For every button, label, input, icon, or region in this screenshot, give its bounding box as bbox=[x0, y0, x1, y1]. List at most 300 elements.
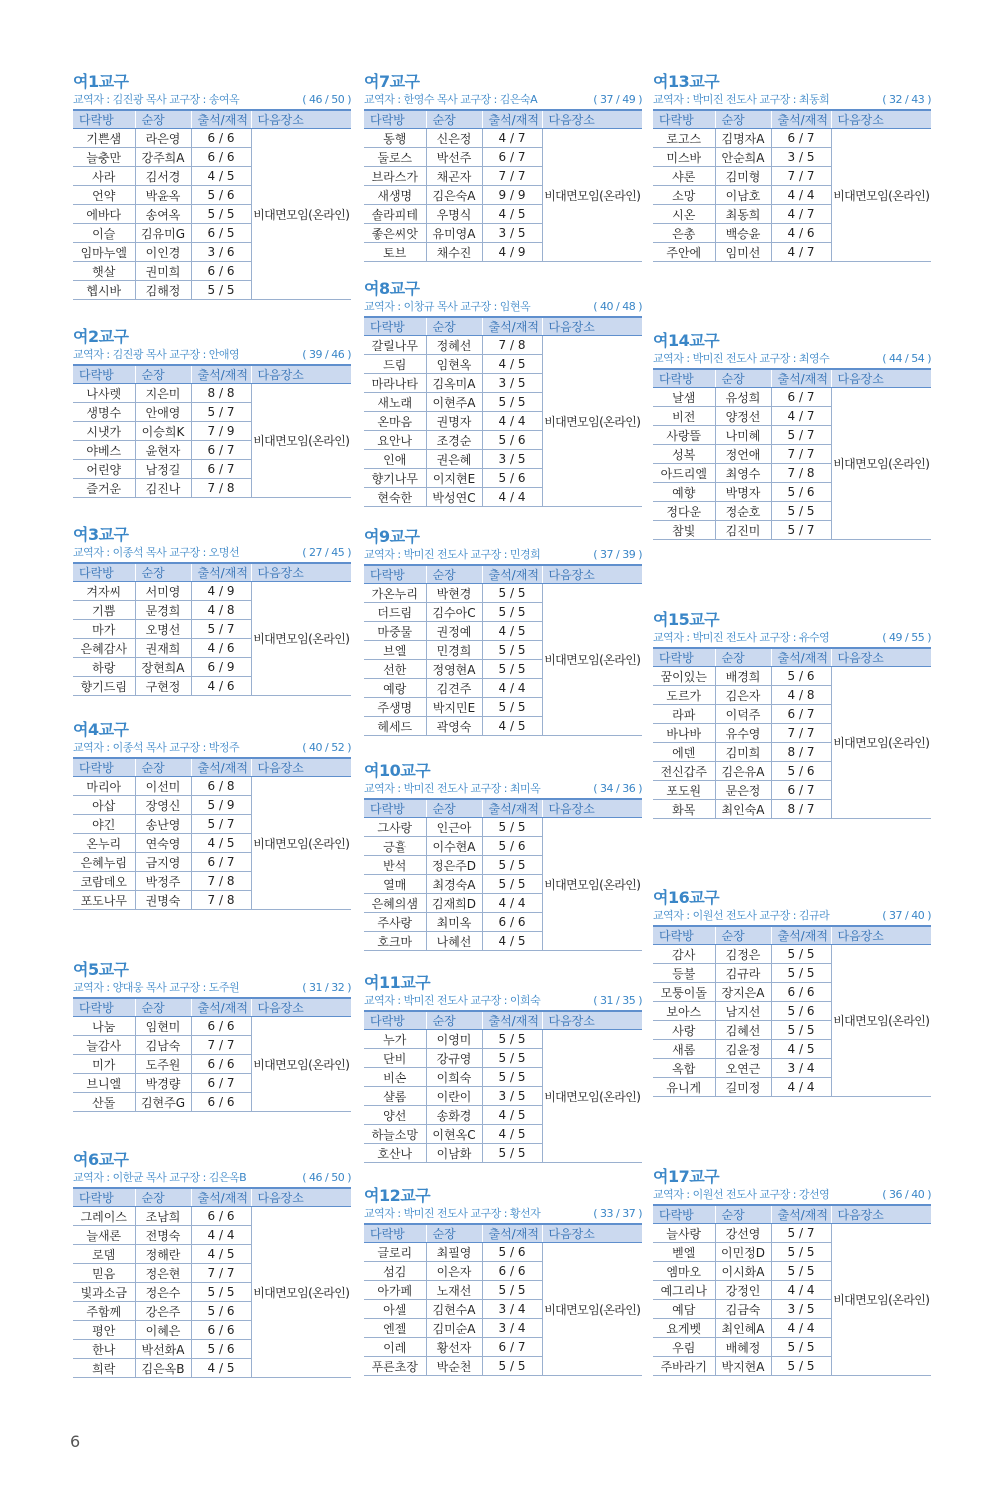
leader-name: 서미영 bbox=[135, 582, 191, 601]
leader-name: 김진나 bbox=[135, 479, 191, 498]
district-table bbox=[73, 997, 351, 1112]
district-attendance-total: ( 39 / 46 ) bbox=[302, 348, 351, 361]
room-name: 마가 bbox=[73, 620, 135, 639]
leader-name: 박윤옥 bbox=[135, 186, 191, 205]
room-name: 라파 bbox=[653, 705, 715, 724]
leader-name: 이덕주 bbox=[715, 705, 771, 724]
room-name: 엔젤 bbox=[364, 1319, 426, 1338]
table-row bbox=[73, 582, 351, 601]
room-name: 정다운 bbox=[653, 502, 715, 521]
attendance: 4 / 5 bbox=[482, 205, 542, 224]
attendance: 4 / 5 bbox=[771, 1040, 831, 1059]
leader-name: 송여옥 bbox=[135, 205, 191, 224]
col-attendance: 출석/재적 bbox=[191, 1188, 251, 1207]
district-title: 여12교구 bbox=[364, 1186, 431, 1205]
leader-name: 신은정 bbox=[426, 129, 482, 148]
leader-name: 남정길 bbox=[135, 460, 191, 479]
district-title: 여4교구 bbox=[73, 720, 129, 739]
room-name: 호산나 bbox=[364, 1144, 426, 1163]
leader-name: 정순호 bbox=[715, 502, 771, 521]
district-block bbox=[73, 72, 351, 300]
district-block bbox=[73, 720, 351, 910]
room-name: 산돌 bbox=[73, 1093, 135, 1112]
table-row bbox=[73, 384, 351, 403]
attendance: 7 / 8 bbox=[191, 872, 251, 891]
attendance: 5 / 6 bbox=[482, 837, 542, 856]
room-name: 브엘 bbox=[364, 641, 426, 660]
attendance: 5 / 5 bbox=[482, 875, 542, 894]
leader-name: 정해란 bbox=[135, 1245, 191, 1264]
district-block bbox=[364, 1186, 642, 1376]
col-leader: 순장 bbox=[426, 565, 482, 584]
room-name: 옥합 bbox=[653, 1059, 715, 1078]
attendance: 5 / 7 bbox=[191, 620, 251, 639]
room-name: 샬롬 bbox=[364, 1087, 426, 1106]
attendance: 4 / 7 bbox=[771, 407, 831, 426]
district-attendance-total: ( 27 / 45 ) bbox=[302, 546, 351, 559]
room-name: 미스바 bbox=[653, 148, 715, 167]
leader-name: 정은주D bbox=[426, 856, 482, 875]
district-info bbox=[73, 740, 351, 757]
room-name: 주바라기 bbox=[653, 1357, 715, 1376]
leader-name: 김혜선 bbox=[715, 1021, 771, 1040]
leader-name: 김윤정 bbox=[715, 1040, 771, 1059]
room-name: 미가 bbox=[73, 1055, 135, 1074]
attendance: 6 / 7 bbox=[191, 460, 251, 479]
attendance: 3 / 4 bbox=[771, 1059, 831, 1078]
table-row bbox=[364, 818, 642, 837]
leader-name: 황선자 bbox=[426, 1338, 482, 1357]
room-name: 바나바 bbox=[653, 724, 715, 743]
district-info bbox=[653, 630, 931, 647]
col-room: 다락방 bbox=[73, 563, 135, 582]
leader-name: 전명숙 bbox=[135, 1226, 191, 1245]
next-place: 비대면모임(온라인) bbox=[542, 1243, 642, 1376]
leader-name: 최동희 bbox=[715, 205, 771, 224]
attendance: 4 / 5 bbox=[482, 932, 542, 951]
table-row bbox=[364, 336, 642, 355]
leader-name: 김견주 bbox=[426, 679, 482, 698]
district-table bbox=[653, 647, 931, 819]
room-name: 이레 bbox=[364, 1338, 426, 1357]
attendance: 5 / 6 bbox=[191, 1340, 251, 1359]
leader-name: 박경량 bbox=[135, 1074, 191, 1093]
attendance: 5 / 5 bbox=[191, 205, 251, 224]
room-name: 엠마오 bbox=[653, 1262, 715, 1281]
room-name: 주사랑 bbox=[364, 913, 426, 932]
leader-name: 김규라 bbox=[715, 964, 771, 983]
col-leader: 순장 bbox=[426, 1011, 482, 1030]
table-row bbox=[653, 945, 931, 964]
col-leader: 순장 bbox=[426, 317, 482, 336]
col-room: 다락방 bbox=[653, 648, 715, 667]
room-name: 그사랑 bbox=[364, 818, 426, 837]
col-attendance: 출석/재적 bbox=[482, 110, 542, 129]
district-attendance-total: ( 46 / 50 ) bbox=[302, 1171, 351, 1184]
district-info bbox=[73, 92, 351, 109]
col-attendance: 출석/재적 bbox=[771, 648, 831, 667]
col-leader: 순장 bbox=[715, 648, 771, 667]
district-block bbox=[364, 973, 642, 1163]
attendance: 4 / 4 bbox=[482, 894, 542, 913]
leader-name: 김은자 bbox=[715, 686, 771, 705]
room-name: 비전 bbox=[653, 407, 715, 426]
next-place: 비대면모임(온라인) bbox=[251, 1207, 351, 1378]
district-staff: 교역자 : 한영수 목사 교구장 : 김은숙A bbox=[364, 93, 538, 106]
leader-name: 김남숙 bbox=[135, 1036, 191, 1055]
col-next-place: 다음장소 bbox=[831, 926, 931, 945]
district-title: 여5교구 bbox=[73, 960, 129, 979]
room-name: 반석 bbox=[364, 856, 426, 875]
attendance: 5 / 7 bbox=[771, 1224, 831, 1243]
attendance: 4 / 8 bbox=[771, 686, 831, 705]
leader-name: 윤현자 bbox=[135, 441, 191, 460]
leader-name: 송난영 bbox=[135, 815, 191, 834]
col-next-place: 다음장소 bbox=[831, 110, 931, 129]
room-name: 생명수 bbox=[73, 403, 135, 422]
attendance: 4 / 6 bbox=[191, 639, 251, 658]
attendance: 6 / 5 bbox=[191, 224, 251, 243]
leader-name: 지은미 bbox=[135, 384, 191, 403]
col-attendance: 출석/재적 bbox=[771, 926, 831, 945]
leader-name: 이남호 bbox=[715, 186, 771, 205]
next-place: 비대면모임(온라인) bbox=[542, 818, 642, 951]
table-header bbox=[364, 317, 642, 336]
district-table bbox=[73, 109, 351, 300]
attendance: 8 / 7 bbox=[771, 743, 831, 762]
attendance: 5 / 5 bbox=[482, 393, 542, 412]
room-name: 햇살 bbox=[73, 262, 135, 281]
room-name: 믿음 bbox=[73, 1264, 135, 1283]
attendance: 4 / 5 bbox=[191, 1245, 251, 1264]
room-name: 드림 bbox=[364, 355, 426, 374]
district-attendance-total: ( 49 / 55 ) bbox=[882, 631, 931, 644]
district-table bbox=[364, 1223, 642, 1376]
leader-name: 안애영 bbox=[135, 403, 191, 422]
room-name: 평안 bbox=[73, 1321, 135, 1340]
room-name: 온마음 bbox=[364, 412, 426, 431]
district-title: 여8교구 bbox=[364, 279, 420, 298]
col-leader: 순장 bbox=[135, 758, 191, 777]
attendance: 5 / 5 bbox=[482, 856, 542, 875]
district-attendance-total: ( 37 / 49 ) bbox=[593, 93, 642, 106]
room-name: 전신갑주 bbox=[653, 762, 715, 781]
col-next-place: 다음장소 bbox=[542, 565, 642, 584]
leader-name: 문은정 bbox=[715, 781, 771, 800]
district-title: 여3교구 bbox=[73, 525, 129, 544]
col-room: 다락방 bbox=[653, 369, 715, 388]
leader-name: 김옥미A bbox=[426, 374, 482, 393]
room-name: 꿈이있는 bbox=[653, 667, 715, 686]
attendance: 5 / 5 bbox=[482, 818, 542, 837]
leader-name: 이지현E bbox=[426, 469, 482, 488]
col-attendance: 출석/재적 bbox=[482, 1224, 542, 1243]
leader-name: 정은현 bbox=[135, 1264, 191, 1283]
room-name: 동행 bbox=[364, 129, 426, 148]
attendance: 3 / 4 bbox=[482, 1300, 542, 1319]
attendance: 5 / 5 bbox=[482, 660, 542, 679]
table-header bbox=[73, 998, 351, 1017]
attendance: 3 / 5 bbox=[482, 224, 542, 243]
leader-name: 채수진 bbox=[426, 243, 482, 262]
attendance: 4 / 5 bbox=[191, 167, 251, 186]
attendance: 7 / 7 bbox=[771, 445, 831, 464]
leader-name: 유성희 bbox=[715, 388, 771, 407]
leader-name: 박현경 bbox=[426, 584, 482, 603]
room-name: 성복 bbox=[653, 445, 715, 464]
district-info bbox=[364, 92, 642, 109]
room-name: 아삽 bbox=[73, 796, 135, 815]
room-name: 우림 bbox=[653, 1338, 715, 1357]
leader-name: 남지선 bbox=[715, 1002, 771, 1021]
room-name: 양선 bbox=[364, 1106, 426, 1125]
district-title: 여16교구 bbox=[653, 888, 720, 907]
room-name: 요안나 bbox=[364, 431, 426, 450]
attendance: 3 / 5 bbox=[771, 148, 831, 167]
attendance: 8 / 7 bbox=[771, 800, 831, 819]
col-room: 다락방 bbox=[364, 317, 426, 336]
attendance: 4 / 7 bbox=[771, 205, 831, 224]
room-name: 야긴 bbox=[73, 815, 135, 834]
room-name: 갈릴나무 bbox=[364, 336, 426, 355]
room-name: 솔라피테 bbox=[364, 205, 426, 224]
room-name: 한나 bbox=[73, 1340, 135, 1359]
room-name: 즐거운 bbox=[73, 479, 135, 498]
next-place: 비대면모임(온라인) bbox=[831, 945, 931, 1097]
room-name: 은혜의샘 bbox=[364, 894, 426, 913]
district-staff: 교역자 : 이한균 목사 교구장 : 김은옥B bbox=[73, 1171, 247, 1184]
leader-name: 배경희 bbox=[715, 667, 771, 686]
room-name: 아셀 bbox=[364, 1300, 426, 1319]
attendance: 5 / 9 bbox=[191, 796, 251, 815]
room-name: 글로리 bbox=[364, 1243, 426, 1262]
attendance: 5 / 6 bbox=[771, 762, 831, 781]
attendance: 6 / 6 bbox=[191, 129, 251, 148]
district-staff: 교역자 : 박미진 전도사 교구장 : 민경희 bbox=[364, 548, 541, 561]
col-leader: 순장 bbox=[715, 1205, 771, 1224]
next-place: 비대면모임(온라인) bbox=[831, 1224, 931, 1376]
attendance: 7 / 8 bbox=[191, 891, 251, 910]
attendance: 6 / 7 bbox=[771, 388, 831, 407]
attendance: 4 / 4 bbox=[482, 412, 542, 431]
next-place: 비대면모임(온라인) bbox=[251, 384, 351, 498]
district-attendance-total: ( 40 / 52 ) bbox=[302, 741, 351, 754]
attendance: 4 / 6 bbox=[771, 224, 831, 243]
district-staff: 교역자 : 박미진 전도사 교구장 : 최동희 bbox=[653, 93, 830, 106]
leader-name: 이영미 bbox=[426, 1030, 482, 1049]
col-leader: 순장 bbox=[426, 110, 482, 129]
leader-name: 김은숙A bbox=[426, 186, 482, 205]
leader-name: 양정선 bbox=[715, 407, 771, 426]
col-next-place: 다음장소 bbox=[542, 110, 642, 129]
col-leader: 순장 bbox=[715, 110, 771, 129]
district-table bbox=[73, 757, 351, 910]
col-room: 다락방 bbox=[73, 998, 135, 1017]
leader-name: 권명숙 bbox=[135, 891, 191, 910]
table-row bbox=[73, 1017, 351, 1036]
district-info bbox=[364, 1206, 642, 1223]
attendance: 5 / 6 bbox=[191, 1302, 251, 1321]
room-name: 은혜감사 bbox=[73, 639, 135, 658]
room-name: 예랑 bbox=[364, 679, 426, 698]
attendance: 5 / 6 bbox=[771, 1002, 831, 1021]
attendance: 6 / 6 bbox=[191, 1321, 251, 1340]
district-title: 여13교구 bbox=[653, 72, 720, 91]
col-room: 다락방 bbox=[364, 799, 426, 818]
attendance: 7 / 8 bbox=[771, 464, 831, 483]
attendance: 5 / 5 bbox=[482, 1144, 542, 1163]
district-attendance-total: ( 34 / 36 ) bbox=[593, 782, 642, 795]
leader-name: 박명자 bbox=[715, 483, 771, 502]
attendance: 5 / 5 bbox=[482, 1281, 542, 1300]
district-block bbox=[364, 279, 642, 507]
room-name: 기쁨 bbox=[73, 601, 135, 620]
leader-name: 이선미 bbox=[135, 777, 191, 796]
table-header bbox=[364, 799, 642, 818]
col-room: 다락방 bbox=[73, 365, 135, 384]
col-next-place: 다음장소 bbox=[831, 648, 931, 667]
col-room: 다락방 bbox=[364, 565, 426, 584]
leader-name: 송화경 bbox=[426, 1106, 482, 1125]
district-title: 여10교구 bbox=[364, 761, 431, 780]
leader-name: 이인경 bbox=[135, 243, 191, 262]
col-attendance: 출석/재적 bbox=[191, 110, 251, 129]
attendance: 5 / 5 bbox=[482, 698, 542, 717]
district-staff: 교역자 : 이종석 목사 교구장 : 오명선 bbox=[73, 546, 240, 559]
room-name: 포도원 bbox=[653, 781, 715, 800]
leader-name: 박지민E bbox=[426, 698, 482, 717]
district-block bbox=[653, 72, 931, 262]
room-name: 참빛 bbox=[653, 521, 715, 540]
leader-name: 강은주 bbox=[135, 1302, 191, 1321]
room-name: 나눔 bbox=[73, 1017, 135, 1036]
room-name: 감사 bbox=[653, 945, 715, 964]
next-place: 비대면모임(온라인) bbox=[831, 129, 931, 262]
room-name: 요게벳 bbox=[653, 1319, 715, 1338]
attendance: 7 / 7 bbox=[771, 167, 831, 186]
attendance: 6 / 6 bbox=[191, 1207, 251, 1226]
attendance: 5 / 5 bbox=[482, 603, 542, 622]
attendance: 5 / 5 bbox=[191, 281, 251, 300]
leader-name: 정영현A bbox=[426, 660, 482, 679]
attendance: 6 / 8 bbox=[191, 777, 251, 796]
leader-name: 김재희D bbox=[426, 894, 482, 913]
room-name: 주생명 bbox=[364, 698, 426, 717]
room-name: 긍휼 bbox=[364, 837, 426, 856]
leader-name: 김서경 bbox=[135, 167, 191, 186]
leader-name: 김명자A bbox=[715, 129, 771, 148]
district-table bbox=[653, 368, 931, 540]
district-title: 여1교구 bbox=[73, 72, 129, 91]
leader-name: 김미희 bbox=[715, 743, 771, 762]
leader-name: 권은혜 bbox=[426, 450, 482, 469]
district-staff: 교역자 : 이종석 목사 교구장 : 박정주 bbox=[73, 741, 240, 754]
leader-name: 최인숙A bbox=[715, 800, 771, 819]
attendance: 5 / 6 bbox=[191, 186, 251, 205]
attendance: 4 / 4 bbox=[191, 1226, 251, 1245]
col-next-place: 다음장소 bbox=[542, 317, 642, 336]
room-name: 벧엘 bbox=[653, 1243, 715, 1262]
room-name: 코람데오 bbox=[73, 872, 135, 891]
room-name: 은총 bbox=[653, 224, 715, 243]
leader-name: 박순천 bbox=[426, 1357, 482, 1376]
col-leader: 순장 bbox=[426, 799, 482, 818]
district-attendance-total: ( 31 / 32 ) bbox=[302, 981, 351, 994]
leader-name: 배혜정 bbox=[715, 1338, 771, 1357]
attendance: 5 / 5 bbox=[771, 1357, 831, 1376]
leader-name: 박성연C bbox=[426, 488, 482, 507]
table-header bbox=[73, 1188, 351, 1207]
district-table bbox=[364, 316, 642, 507]
room-name: 하늘소망 bbox=[364, 1125, 426, 1144]
attendance: 5 / 7 bbox=[191, 815, 251, 834]
room-name: 어린양 bbox=[73, 460, 135, 479]
leader-name: 조남희 bbox=[135, 1207, 191, 1226]
room-name: 은혜누림 bbox=[73, 853, 135, 872]
attendance: 4 / 4 bbox=[771, 1281, 831, 1300]
district-staff: 교역자 : 박미진 전도사 교구장 : 유수영 bbox=[653, 631, 830, 644]
room-name: 가온누리 bbox=[364, 584, 426, 603]
room-name: 유니게 bbox=[653, 1078, 715, 1097]
room-name: 빛과소금 bbox=[73, 1283, 135, 1302]
col-attendance: 출석/재적 bbox=[191, 998, 251, 1017]
room-name: 마리아 bbox=[73, 777, 135, 796]
table-row bbox=[364, 584, 642, 603]
leader-name: 우명식 bbox=[426, 205, 482, 224]
attendance: 4 / 4 bbox=[771, 1319, 831, 1338]
room-name: 헵시바 bbox=[73, 281, 135, 300]
table-header bbox=[364, 565, 642, 584]
room-name: 예담 bbox=[653, 1300, 715, 1319]
table-row bbox=[653, 667, 931, 686]
district-info bbox=[653, 1187, 931, 1204]
next-place: 비대면모임(온라인) bbox=[542, 336, 642, 507]
attendance: 5 / 6 bbox=[482, 1243, 542, 1262]
leader-name: 권재희 bbox=[135, 639, 191, 658]
attendance: 6 / 7 bbox=[191, 853, 251, 872]
leader-name: 김은유A bbox=[715, 762, 771, 781]
room-name: 좋은씨앗 bbox=[364, 224, 426, 243]
room-name: 늘사랑 bbox=[653, 1224, 715, 1243]
col-attendance: 출석/재적 bbox=[482, 1011, 542, 1030]
col-next-place: 다음장소 bbox=[251, 1188, 351, 1207]
leader-name: 금지영 bbox=[135, 853, 191, 872]
leader-name: 최필영 bbox=[426, 1243, 482, 1262]
attendance: 5 / 5 bbox=[771, 945, 831, 964]
room-name: 임마누엘 bbox=[73, 243, 135, 262]
col-leader: 순장 bbox=[715, 369, 771, 388]
district-staff: 교역자 : 양대웅 목사 교구장 : 도주원 bbox=[73, 981, 240, 994]
attendance: 4 / 7 bbox=[771, 243, 831, 262]
attendance: 4 / 9 bbox=[191, 582, 251, 601]
leader-name: 이현옥C bbox=[426, 1125, 482, 1144]
col-next-place: 다음장소 bbox=[251, 365, 351, 384]
attendance: 5 / 7 bbox=[191, 403, 251, 422]
room-name: 예그리나 bbox=[653, 1281, 715, 1300]
table-row bbox=[364, 1243, 642, 1262]
attendance: 5 / 5 bbox=[771, 1021, 831, 1040]
attendance: 4 / 5 bbox=[482, 717, 542, 736]
leader-name: 라은영 bbox=[135, 129, 191, 148]
district-title: 여9교구 bbox=[364, 527, 420, 546]
table-header bbox=[653, 110, 931, 129]
leader-name: 강정인 bbox=[715, 1281, 771, 1300]
room-name: 선한 bbox=[364, 660, 426, 679]
col-room: 다락방 bbox=[73, 1188, 135, 1207]
leader-name: 오명선 bbox=[135, 620, 191, 639]
room-name: 향기나무 bbox=[364, 469, 426, 488]
leader-name: 최경숙A bbox=[426, 875, 482, 894]
